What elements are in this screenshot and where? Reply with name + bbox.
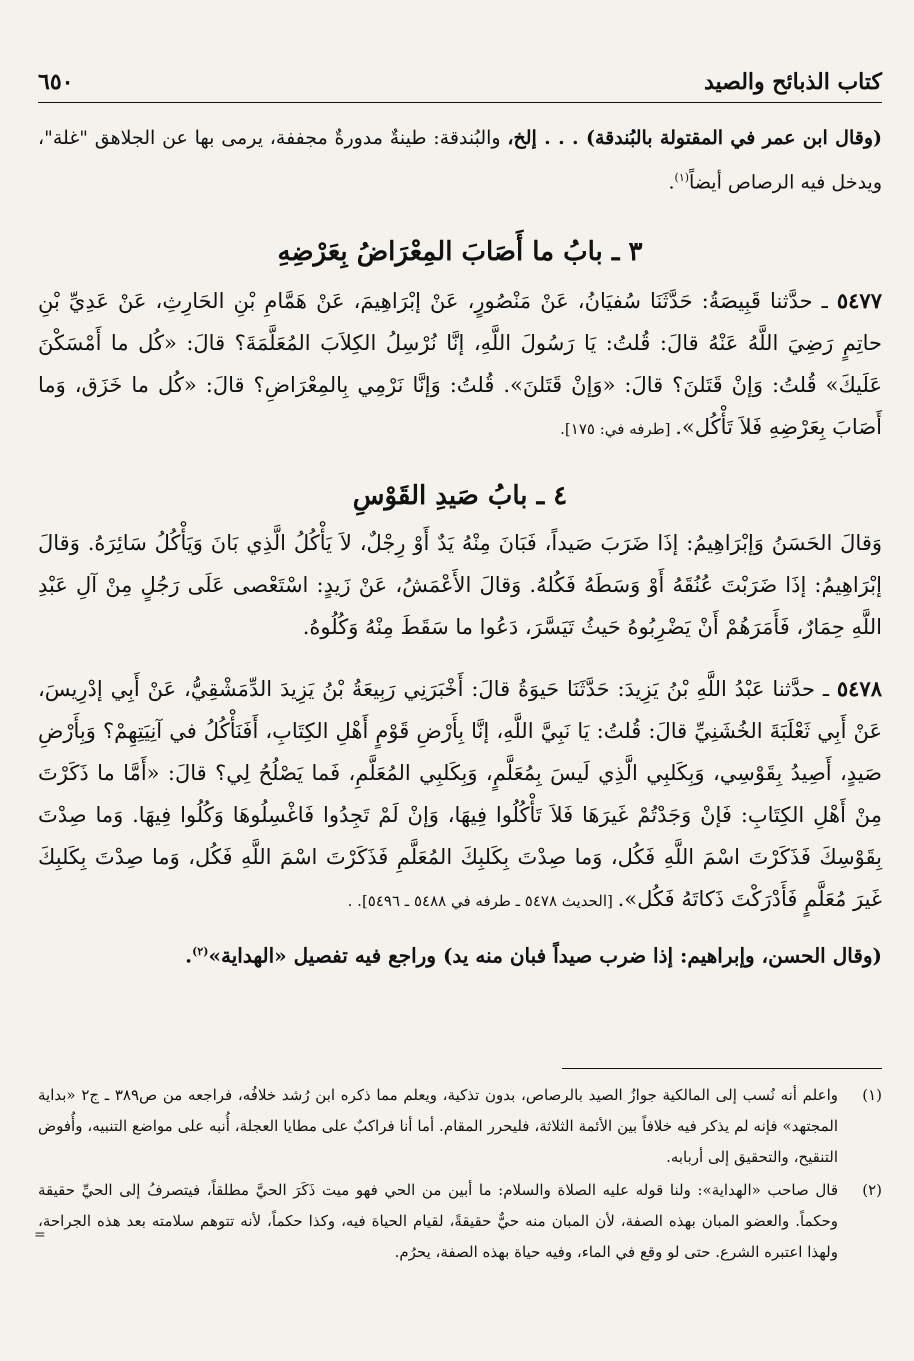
- footnote-text: واعلم أنه نُسب إلى المالكية جوازُ الصيد بالرصاص، بدون تذكية، ويعلم مما ذكره ابن رُشد خلافُه، فراجعه من ص٣٨٩ ـ ج٢ «بداية المجتهد» فإنه لم يذكر فيه خلافاً بين الأئمة الثلاثة، فليحرر المقام. أما أنا فراكبٌ على مطايا العجلة، أُنبه على مواضع التنبيه، وأُفوض التنقيح، والتحقيق إلى أربابه.: [38, 1086, 838, 1166]
- intro-lead: (وقال ابن عمر في المقتولة بالبُندقة) . . . إلخ،: [507, 127, 882, 149]
- commentary-paragraph: [38, 932, 882, 976]
- footnote-mark: (١): [862, 1086, 882, 1104]
- footnote-2: [38, 1175, 882, 1268]
- edge-mark: =: [34, 1227, 46, 1243]
- intro-text: والبُندقة: طينةٌ مدورةٌ مجففة، يرمى بها عن الجلاهق "غلة"، ويدخل فيه الرصاص أيضاً: [38, 127, 882, 194]
- hadith-number: ٥٤٧٧: [836, 288, 882, 314]
- commentary-end: .: [185, 943, 193, 968]
- page-number: ٦٥٠: [38, 69, 74, 95]
- footnote-text: قال صاحب «الهداية»: ولنا قوله عليه الصلاة والسلام: ما أبين من الحي فهو ميت ذَكَرَ الحيَّ مطلقاً، فيتصرفُ إلى الحيِّ حقيقة وحكماً. والعضو المبان بهذه الصفة، لأن المبان منه حيٌّ حقيقةً، لقيام الحياة فيه، وكذا حكماً، لأنه تتوهم سلامته بعد هذه الجراحة، ولهذا اعتبره الشرع. حتى لو وقع في الماء، وفيه حياة بهذه الصفة، يحرُم.: [38, 1181, 838, 1261]
- footnote-mark: (٢): [862, 1181, 882, 1199]
- footnote-1: [38, 1080, 882, 1173]
- hadith-5478: [38, 668, 882, 922]
- hadith-5477: [38, 280, 882, 450]
- hadith-text: ـ حدَّثنا قَبِيصَةُ: حَدَّثَنَا سُفيَانُ، عَنْ مَنْصُورٍ، عَنْ إبْرَاهِيمَ، عَنْ هَمَّامِ بْنِ الحَارِثِ، عَنْ عَدِيِّ بْنِ حاتِمٍ رَضِيَ اللَّهُ عَنْهُ قالَ: قُلتُ: يَا رَسُولَ اللَّهِ، إنَّا نُرْسِلُ الكِلاَبَ المُعَلَّمَةَ؟ قالَ: «كُل ما أَمْسَكْنَ عَلَيكَ» قُلتُ: وَإنْ قَتَلنَ؟ قالَ: «وَإنْ قَتَلنَ». قُلتُ: وَإنَّا نَرْمِي بِالمِعْرَاضِ؟ قالَ: «كُل ما خَزَق، وَما أَصَابَ بِعَرْضِهِ فَلاَ تَأْكُل».: [38, 289, 882, 440]
- footnote-marker-1: (١): [674, 171, 690, 184]
- hadith-reference: [طرفه في: ١٧٥].: [560, 420, 676, 439]
- intro-end: .: [668, 171, 675, 194]
- chapter-3-heading: ٣ ـ بابُ ما أَصَابَ المِعْرَاضُ بِعَرْضِهِ: [277, 237, 643, 268]
- intro-paragraph: [38, 118, 882, 202]
- footnote-divider: [562, 1068, 882, 1069]
- chapter-4-heading: ٤ ـ بابُ صَيدِ القَوْسِ: [352, 481, 568, 512]
- hadith-number: ٥٤٧٨: [836, 676, 882, 702]
- footnote-marker-2: (٢): [192, 945, 209, 959]
- page-header: [38, 62, 882, 103]
- hadith-reference: [الحديث ٥٤٧٨ ـ طرفه في ٥٤٨٨ ـ ٥٤٩٦]. .: [347, 892, 618, 911]
- footnotes: [38, 1080, 882, 1268]
- commentary-text: (وقال الحسن، وإبراهيم: إذا ضرب صيداً فبان منه يد) وراجع فيه تفصيل «الهداية»: [208, 943, 882, 968]
- running-title: كتاب الذبائح والصيد: [703, 69, 882, 95]
- chapter-4-intro: وَقالَ الحَسَنُ وَإبْرَاهِيمُ: إذَا ضَرَبَ صَيداً، فَبَانَ مِنْهُ يَدٌ أَوْ رِجْلٌ، لاَ يَأْكُلُ الَّذِي بَانَ وَيَأْكُلُ سَائِرَهُ. وَقالَ إبْرَاهِيمُ: إذَا ضَرَبْتَ عُنُقَهُ أَوْ وَسَطَهُ فَكُلهُ. وَقالَ الأَعْمَشُ، عَنْ زَيدٍ: اسْتَعْصى عَلَى رَجُلٍ مِنْ آلِ عَبْدِ اللَّهِ حِمَارٌ، فَأَمَرَهُمْ أَنْ يَضْرِبُوهُ حَيثُ تَيَسَّرَ، دَعُوا ما سَقَطَ مِنْهُ وَكُلُوهُ.: [38, 531, 882, 640]
- hadith-text: ـ حدَّثنا عَبْدُ اللَّهِ بْنُ يَزِيدَ: حَدَّثَنَا حَيوَةُ قالَ: أَخْبَرَنِي رَبِيعَةُ بْنُ يَزِيدَ الدِّمَشْقِيُّ، عَنْ أَبِي إدْرِيسَ، عَنْ أَبِي ثَعْلَبَةَ الخُشَنِيِّ قالَ: قُلتُ: يَا نَبِيَّ اللَّهِ، إنَّا بِأَرْضِ قَوْمٍ أَهْلِ الكِتَابِ، أَفَنَأْكُلُ في آنِيَتِهِمْ؟ وَبِأَرْضِ صَيدٍ، أَصِيدُ بِقَوْسِي، وَبِكَلبِي الَّذِي لَيسَ بِمُعَلَّمٍ، وَبِكَلبِي المُعَلَّمِ، فَما يَصْلُحُ لِي؟ قالَ: «أَمَّا ما ذَكَرْتَ مِنْ أَهْلِ الكِتَابِ: فَإنْ وَجَدْتُمْ غَيرَهَا فَلاَ تَأْكُلُوا فِيهَا، وَإنْ لَمْ تَجِدُوا فَاغْسِلُوهَا وَكُلُوا فِيهَا. وَما صِدْتَ بِقَوْسِكَ فَذَكَرْتَ اسْمَ اللَّهِ فَكُل، وَما صِدْتَ بِكَلبِكَ المُعَلَّمِ فَذَكَرْتَ اسْمَ اللَّهِ فَكُل، وَما صِدْتَ بِكَلبِكَ غَيرَ مُعَلَّمٍ فَأَدْرَكْتَ ذَكاتَهُ فَكُل».: [38, 677, 882, 912]
- main-text: [38, 118, 882, 976]
